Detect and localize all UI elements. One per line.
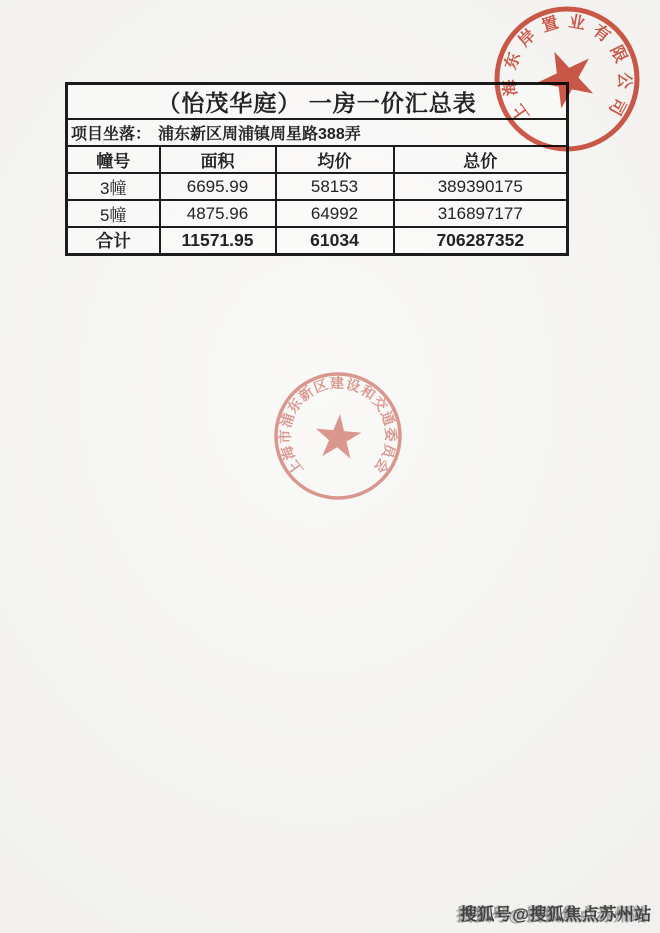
location-value: 浦东新区周浦镇周星路388弄 <box>158 126 361 143</box>
cell-building: 3幢 <box>67 173 160 200</box>
cell-avg-price: 64992 <box>276 200 394 227</box>
column-header-area: 面积 <box>160 146 276 173</box>
project-location-row <box>67 119 568 146</box>
table-row <box>67 173 568 200</box>
table-total-row <box>67 227 568 255</box>
seal-ring <box>276 374 400 498</box>
svg-text:上海市浦东新区建设和交通委员会 <box>277 375 399 478</box>
watermark-text: 搜狐号@搜狐焦点苏州站 <box>459 905 652 924</box>
document-title: （怡茂华庭） 一房一价汇总表 <box>67 84 568 120</box>
cell-avg-price: 58153 <box>276 173 394 200</box>
cell-building: 5幢 <box>67 200 160 227</box>
project-location <box>67 119 568 146</box>
cell-total-price: 316897177 <box>394 200 568 227</box>
column-header-avg-price: 均价 <box>276 146 394 173</box>
location-label: 项目坐落： <box>71 126 152 143</box>
government-seal-stamp <box>263 361 413 511</box>
cell-total-price: 706287352 <box>394 227 568 255</box>
table-header-row <box>67 146 568 173</box>
price-summary-table <box>65 82 569 256</box>
seal-ring-text: 上海市浦东新区建设和交通委员会 <box>276 374 400 479</box>
cell-total-price: 389390175 <box>394 173 568 200</box>
cell-area: 11571.95 <box>160 227 276 255</box>
seal-ring-text: 上海东岸置业有限公司 <box>500 12 634 125</box>
cell-avg-price: 61034 <box>276 227 394 255</box>
column-header-building: 幢号 <box>67 146 160 173</box>
table-row <box>67 200 568 227</box>
cell-area: 4875.96 <box>160 200 276 227</box>
table-title-row <box>67 84 568 120</box>
cell-building: 合计 <box>67 227 160 255</box>
star-icon <box>316 414 362 459</box>
column-header-total-price: 总价 <box>394 146 568 173</box>
cell-area: 6695.99 <box>160 173 276 200</box>
